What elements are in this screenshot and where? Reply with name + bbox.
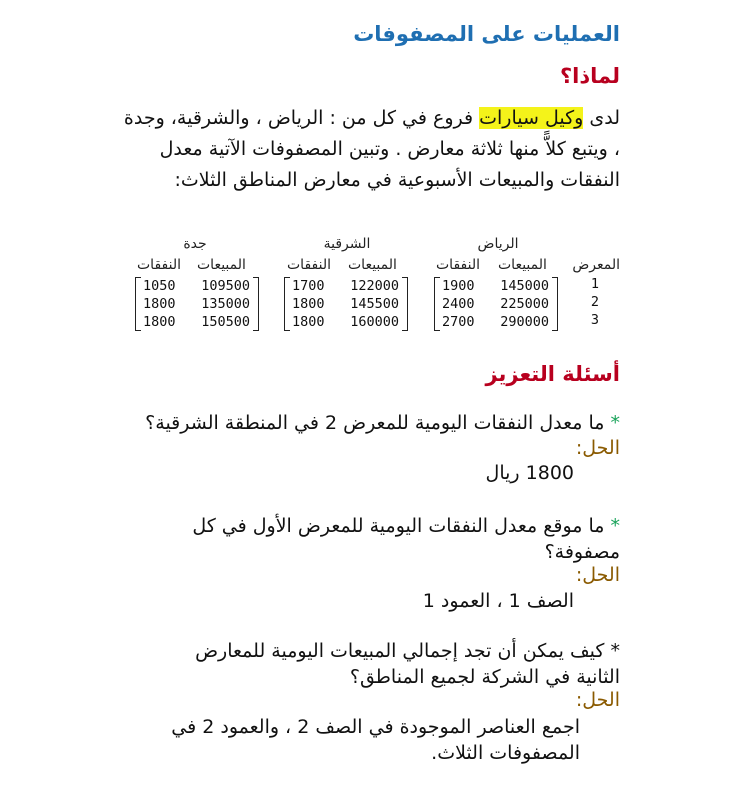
showroom-header: المعرض <box>572 257 620 273</box>
region-label-riyadh: الرياض <box>477 236 519 252</box>
showroom-number: 1 <box>590 276 600 292</box>
matrix-cell: 1900 <box>442 278 475 294</box>
showroom-numbers <box>589 276 601 330</box>
showroom-number: 2 <box>590 294 600 310</box>
matrix-cell: 160000 <box>350 314 399 330</box>
matrix-cell: 135000 <box>201 296 250 312</box>
matrix-cell: 2700 <box>442 314 475 330</box>
matrix-cell: 1800 <box>143 314 176 330</box>
column-header-sales: المبيعات <box>498 257 547 273</box>
section-heading-why: لماذا؟ <box>559 64 620 88</box>
column-header-sales: المبيعات <box>348 257 397 273</box>
bullet-star: * <box>610 412 620 434</box>
matrix-cell: 1700 <box>292 278 325 294</box>
solution-label: الحل: <box>575 564 620 586</box>
answer-1: 1800 ريال <box>485 462 574 484</box>
matrix-cell: 145500 <box>350 296 399 312</box>
matrix-cell: 122000 <box>350 278 399 294</box>
answer-2: الصف 1 ، العمود 1 <box>422 590 574 612</box>
matrix-cell: 290000 <box>500 314 549 330</box>
intro-paragraph <box>120 103 620 196</box>
column-header-sales: المبيعات <box>197 257 246 273</box>
matrix-cell: 1050 <box>143 278 176 294</box>
matrix-bracket-left <box>284 277 290 331</box>
section-heading-questions: أسئلة التعزيز <box>485 362 620 386</box>
highlighted-text: وكيل سيارات <box>479 107 584 129</box>
matrix-cell: 109500 <box>201 278 250 294</box>
intro-text-rest: فروع في كل من : الرياض ، والشرقية، وجدة ، ويتبع كلاًّ منها ثلاثة معارض . وتبين المصفوفات الآتية معدل النفقات والمبيعات الأسبوعية في معارض المناطق الثلاث: <box>123 107 620 191</box>
matrix-jeddah <box>135 277 259 331</box>
column-header-expenses: النفقات <box>436 257 480 273</box>
question-text: كيف يمكن أن تجد إجمالي المبيعات اليومية للمعارض الثانية في الشركة لجميع المناطق؟ <box>195 640 620 688</box>
solution-label: الحل: <box>575 689 620 711</box>
matrix-bracket-right <box>552 277 558 331</box>
matrix-cell: 225000 <box>500 296 549 312</box>
bullet-star: * <box>610 515 620 537</box>
column-header-expenses: النفقات <box>287 257 331 273</box>
matrix-cell: 1800 <box>143 296 176 312</box>
matrix-cell: 1800 <box>292 314 325 330</box>
matrix-bracket-left <box>135 277 141 331</box>
page-title: العمليات على المصفوفات <box>353 22 620 46</box>
question-2 <box>120 513 620 565</box>
matrix-cell: 1800 <box>292 296 325 312</box>
matrix-riyadh <box>434 277 558 331</box>
bullet-star: * <box>610 640 620 662</box>
matrix-bracket-right <box>253 277 259 331</box>
region-label-jeddah: جدة <box>183 236 207 252</box>
column-header-expenses: النفقات <box>137 257 181 273</box>
answer-3: اجمع العناصر الموجودة في الصف 2 ، والعمود 2 في المصفوفات الثلاث. <box>171 716 580 764</box>
intro-text-start: لدى <box>583 107 620 129</box>
showroom-number: 3 <box>590 312 600 328</box>
matrix-bracket-right <box>402 277 408 331</box>
matrix-sharqiya <box>284 277 408 331</box>
question-text: ما معدل النفقات اليومية للمعرض 2 في المنطقة الشرقية؟ <box>145 412 605 434</box>
matrix-bracket-left <box>434 277 440 331</box>
region-label-sharqiya: الشرقية <box>323 236 371 252</box>
matrix-cell: 2400 <box>442 296 475 312</box>
question-3 <box>150 638 620 690</box>
question-1 <box>100 410 620 436</box>
solution-label: الحل: <box>575 437 620 459</box>
matrix-cell: 150500 <box>201 314 250 330</box>
matrix-cell: 145000 <box>500 278 549 294</box>
question-text: ما موقع معدل النفقات اليومية للمعرض الأول في كل مصفوفة؟ <box>192 515 620 563</box>
